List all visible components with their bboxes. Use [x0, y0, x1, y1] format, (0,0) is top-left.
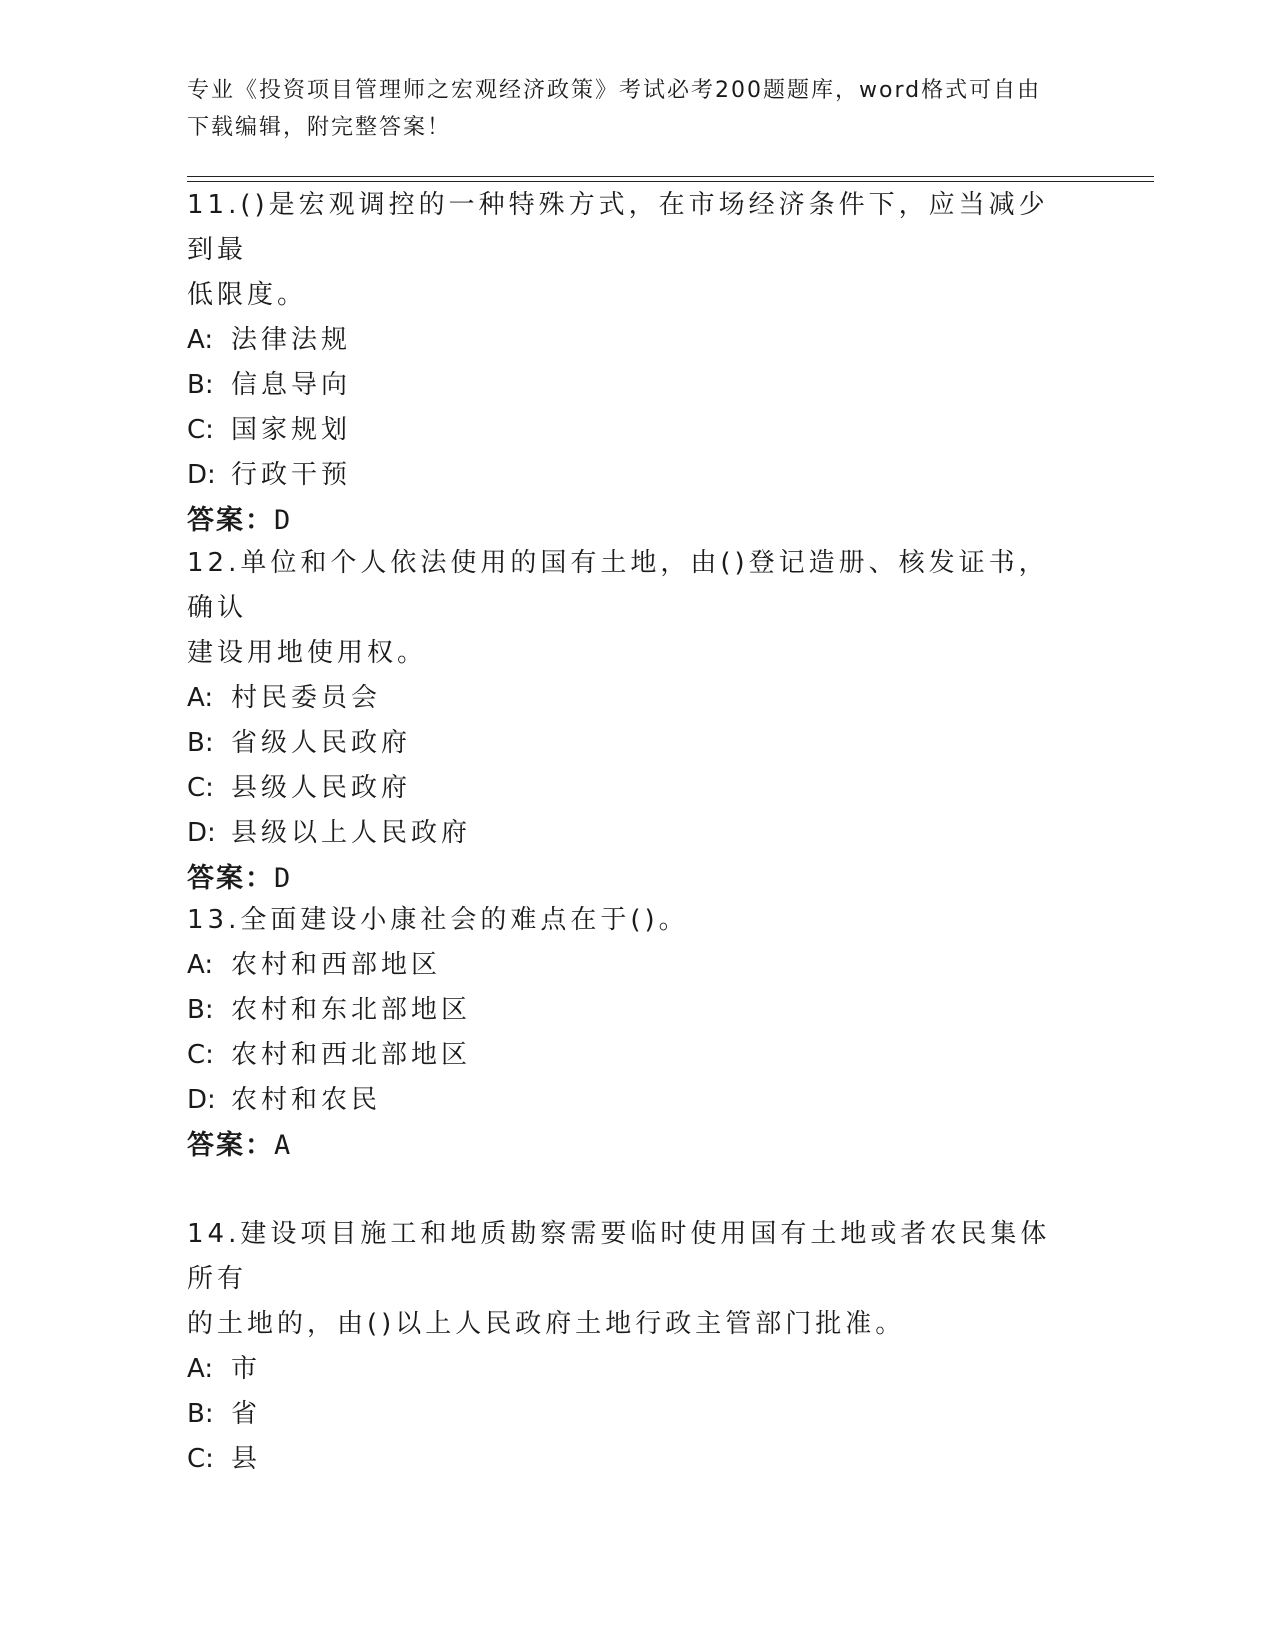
option-label: A: [187, 1354, 214, 1384]
option-b [187, 1392, 1077, 1437]
question-stem-line-1: 13.全面建设小康社会的难点在于()。 [187, 905, 689, 935]
question-stem-line-2: 低限度。 [187, 280, 308, 310]
option-b [187, 988, 1077, 1033]
option-text: 农村和西北部地区 [231, 1040, 472, 1070]
option-label: D: [187, 818, 216, 848]
option-label: B: [187, 1399, 214, 1429]
option-c [187, 766, 1077, 811]
option-label: A: [187, 325, 214, 355]
option-text: 农村和农民 [231, 1085, 382, 1115]
answer-line [187, 856, 1077, 901]
question-11 [187, 183, 1077, 543]
option-c [187, 1437, 1077, 1482]
document-header [187, 72, 1087, 146]
option-text: 省 [231, 1399, 262, 1429]
option-text: 县 [231, 1444, 262, 1474]
option-d [187, 453, 1077, 498]
option-label: A: [187, 950, 214, 980]
option-text: 农村和西部地区 [231, 950, 442, 980]
option-d [187, 811, 1077, 856]
question-stem-line-1: 14.建设项目施工和地质勘察需要临时使用国有土地或者农民集体所有 [187, 1219, 1051, 1294]
option-label: A: [187, 683, 214, 713]
question-stem [187, 1212, 1077, 1347]
option-text: 市 [231, 1354, 262, 1384]
answer-value: A [274, 1130, 293, 1161]
question-14 [187, 1212, 1077, 1482]
option-a [187, 318, 1077, 363]
option-text: 县级以上人民政府 [231, 818, 472, 848]
answer-line [187, 498, 1077, 543]
option-c [187, 1033, 1077, 1078]
option-label: D: [187, 460, 216, 490]
option-text: 国家规划 [231, 415, 352, 445]
option-label: C: [187, 1040, 214, 1070]
option-text: 信息导向 [231, 370, 352, 400]
option-a [187, 676, 1077, 721]
option-a [187, 1347, 1077, 1392]
question-stem-line-2: 建设用地使用权。 [187, 638, 428, 668]
question-stem-line-2: 的土地的，由()以上人民政府土地行政主管部门批准。 [187, 1309, 906, 1339]
answer-label: 答案： [187, 1130, 274, 1161]
option-label: C: [187, 415, 214, 445]
answer-value: D [274, 505, 293, 536]
option-label: B: [187, 995, 214, 1025]
question-13 [187, 898, 1077, 1168]
header-line-2: 下载编辑，附完整答案！ [187, 115, 452, 140]
option-text: 行政干预 [231, 460, 352, 490]
option-b [187, 363, 1077, 408]
answer-label: 答案： [187, 505, 274, 536]
answer-label: 答案： [187, 863, 274, 894]
option-label: D: [187, 1085, 216, 1115]
question-12 [187, 541, 1077, 901]
option-text: 法律法规 [231, 325, 352, 355]
option-text: 县级人民政府 [231, 773, 412, 803]
question-stem [187, 541, 1077, 676]
question-stem-line-1: 11.()是宏观调控的一种特殊方式，在市场经济条件下，应当减少到最 [187, 190, 1049, 265]
question-stem-line-1: 12.单位和个人依法使用的国有土地，由()登记造册、核发证书，确认 [187, 548, 1049, 623]
option-text: 农村和东北部地区 [231, 995, 472, 1025]
option-text: 省级人民政府 [231, 728, 412, 758]
option-label: C: [187, 773, 214, 803]
option-a [187, 943, 1077, 988]
option-label: C: [187, 1444, 214, 1474]
header-line-1: 专业《投资项目管理师之宏观经济政策》考试必考200题题库，word格式可自由 [187, 78, 1042, 103]
answer-value: D [274, 863, 293, 894]
option-b [187, 721, 1077, 766]
option-label: B: [187, 370, 214, 400]
option-c [187, 408, 1077, 453]
option-text: 村民委员会 [231, 683, 382, 713]
header-divider-bottom [187, 181, 1154, 182]
option-d [187, 1078, 1077, 1123]
header-divider-top [187, 176, 1154, 177]
option-label: B: [187, 728, 214, 758]
question-stem [187, 183, 1077, 318]
question-stem [187, 898, 1077, 943]
answer-line [187, 1123, 1077, 1168]
